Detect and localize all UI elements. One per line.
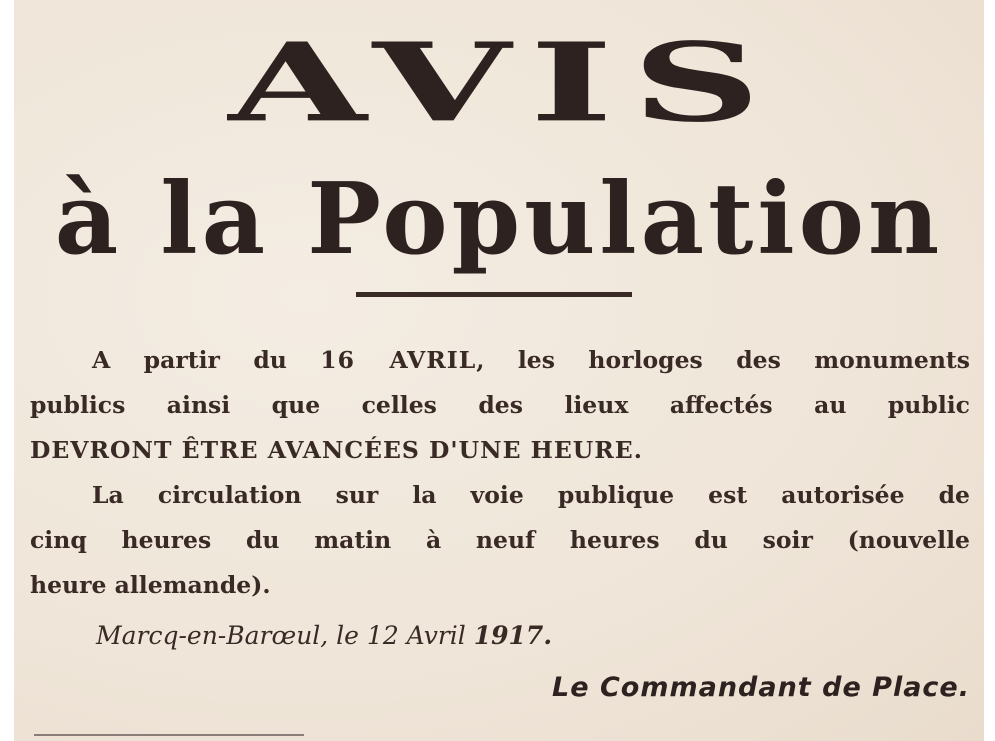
poster-title: AVIS bbox=[228, 19, 780, 147]
paragraph2-line3: heure allemande). bbox=[30, 571, 271, 599]
paragraph1-line2: publics ainsi que celles des lieux affectés au public bbox=[30, 391, 970, 419]
paragraph1-line1-start: A partir du bbox=[92, 346, 321, 374]
paragraph1-line3: DEVRONT ÊTRE AVANCÉES D'UNE HEURE. bbox=[30, 436, 643, 464]
paragraph1-date: 16 AVRIL bbox=[320, 346, 477, 374]
poster bbox=[14, 0, 984, 741]
printer-line bbox=[34, 734, 304, 736]
poster-subtitle: à la Population bbox=[54, 162, 944, 277]
place-and-date bbox=[96, 616, 552, 656]
title-divider bbox=[356, 292, 632, 297]
poster-body bbox=[30, 338, 970, 608]
paragraph2-line1: La circulation sur la voie publique est autorisée de bbox=[92, 481, 970, 509]
paragraph2-line2: cinq heures du matin à neuf heures du soir (nouvelle bbox=[30, 526, 970, 554]
place-date-text: Marcq-en-Barœul, le 12 Avril bbox=[96, 621, 474, 650]
paragraph1-line1-end: , les horloges des monuments bbox=[476, 346, 970, 374]
place-date-year: 1917. bbox=[473, 621, 553, 650]
signatory: Le Commandant de Place. bbox=[552, 672, 970, 703]
paragraph1-line1 bbox=[30, 338, 970, 383]
